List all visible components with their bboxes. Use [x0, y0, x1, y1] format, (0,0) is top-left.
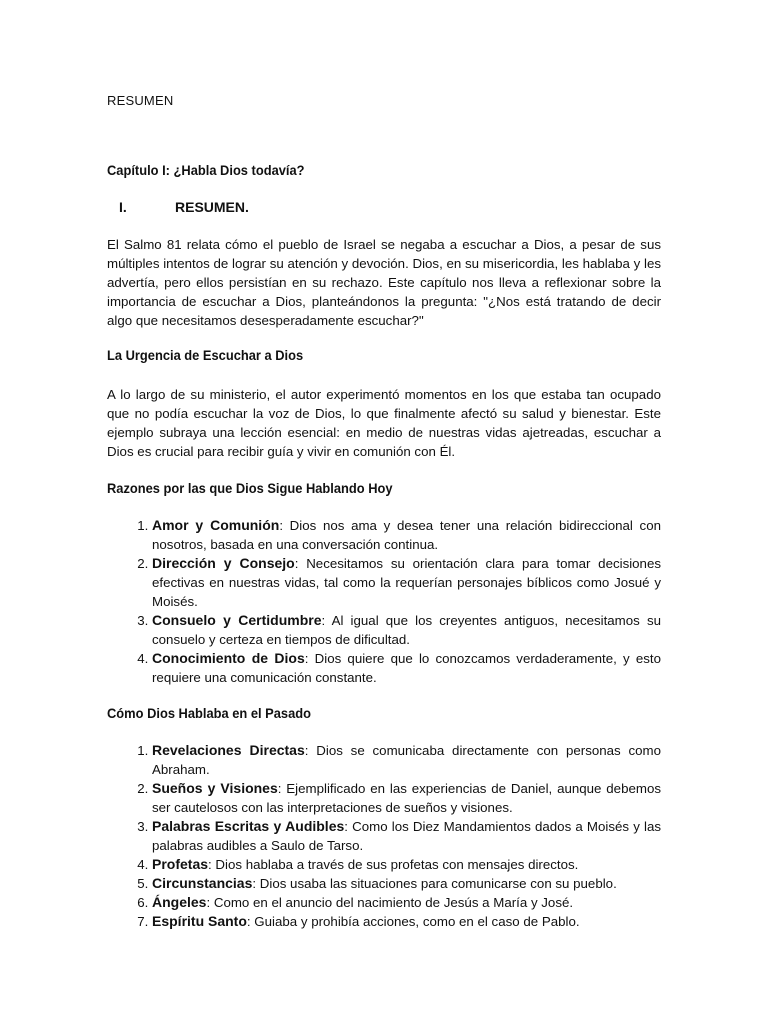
list-item	[152, 554, 661, 611]
reasons-list	[107, 516, 661, 687]
section-number: I.	[119, 199, 127, 215]
list-item	[152, 741, 661, 779]
list-item-term: Espíritu Santo	[152, 913, 247, 929]
section-heading	[119, 199, 249, 215]
list-item-text: : Al igual que los creyentes antiguos, necesitamos su consuelo y certeza en tiempos de dificultad.	[152, 613, 661, 647]
list-item	[152, 611, 661, 649]
intro-paragraph: El Salmo 81 relata cómo el pueblo de Israel se negaba a escuchar a Dios, a pesar de sus múltiples intentos de lograr su atención y devoción. Dios, en su misericordia, les hablaba y les advertía, pero ellos persistían en su rechazo. Este capítulo nos lleva a reflexionar sobre la importancia de escuchar a Dios, planteándonos la pregunta: "¿Nos está tratando de decir algo que necesitamos desesperadamente escuchar?"	[107, 237, 661, 328]
list-item-term: Amor y Comunión	[152, 517, 280, 533]
list-item	[152, 912, 661, 931]
list-item-text: : Dios quiere que lo conozcamos verdaderamente, y esto requiere una comunicación constante.	[152, 651, 661, 685]
list-item-text: : Como los Diez Mandamientos dados a Moisés y las palabras audibles a Saulo de Tarso.	[152, 819, 661, 853]
list-item-term: Dirección y Consejo	[152, 555, 295, 571]
list-item-term: Sueños y Visiones	[152, 780, 278, 796]
list-item-term: Conocimiento de Dios	[152, 650, 305, 666]
list-item	[152, 874, 661, 893]
list-item-text: : Dios se comunicaba directamente con personas como Abraham.	[152, 743, 662, 777]
list-item	[152, 817, 661, 855]
list-item-text: : Dios nos ama y desea tener una relación bidireccional con nosotros, basada en una conversación continua.	[152, 518, 661, 552]
list-item-text: : Guiaba y prohibía acciones, como en el caso de Pablo.	[246, 914, 580, 929]
list-item-term: Revelaciones Directas	[152, 742, 305, 758]
list-item-term: Ángeles	[152, 894, 207, 910]
list-item	[152, 779, 661, 817]
list-item	[152, 893, 661, 912]
section-title: RESUMEN.	[175, 199, 249, 215]
list-item-term: Profetas	[152, 856, 209, 872]
list-item-text: : Dios hablaba a través de sus profetas con mensajes directos.	[208, 857, 579, 872]
chapter-title: Capítulo I: ¿Habla Dios todavía?	[107, 162, 305, 178]
list-item	[152, 649, 661, 687]
list-item-text: : Ejemplificado en las experiencias de Daniel, aunque debemos ser cautelosos con las interpretaciones de sueños y visiones.	[152, 781, 661, 815]
urgency-paragraph: A lo largo de su ministerio, el autor experimentó momentos en los que estaba tan ocupado que no podía escuchar la voz de Dios, lo que finalmente afectó su salud y bienestar. Este ejemplo subraya una lección esencial: en medio de nuestras vidas ajetreadas, escuchar a Dios es crucial para recibir guía y vivir en comunión con Él.	[107, 387, 661, 459]
past-heading: Cómo Dios Hablaba en el Pasado	[107, 705, 311, 721]
list-item-term: Palabras Escritas y Audibles	[152, 818, 345, 834]
list-item-term: Circunstancias	[152, 875, 253, 891]
list-item	[152, 855, 661, 874]
list-item-text: : Como en el anuncio del nacimiento de Jesús a María y José.	[206, 895, 574, 910]
reasons-heading: Razones por las que Dios Sigue Hablando Hoy	[107, 480, 393, 496]
list-item-text: : Necesitamos su orientación clara para tomar decisiones efectivas en nuestras vidas, tal como la requerían personajes bíblicos como Josué y Moisés.	[152, 556, 662, 609]
document-label: RESUMEN	[107, 93, 174, 108]
urgency-heading: La Urgencia de Escuchar a Dios	[107, 347, 304, 363]
list-item-text: : Dios usaba las situaciones para comunicarse con su pueblo.	[252, 876, 617, 891]
past-list	[107, 741, 661, 931]
list-item-term: Consuelo y Certidumbre	[152, 612, 322, 628]
list-item	[152, 516, 661, 554]
